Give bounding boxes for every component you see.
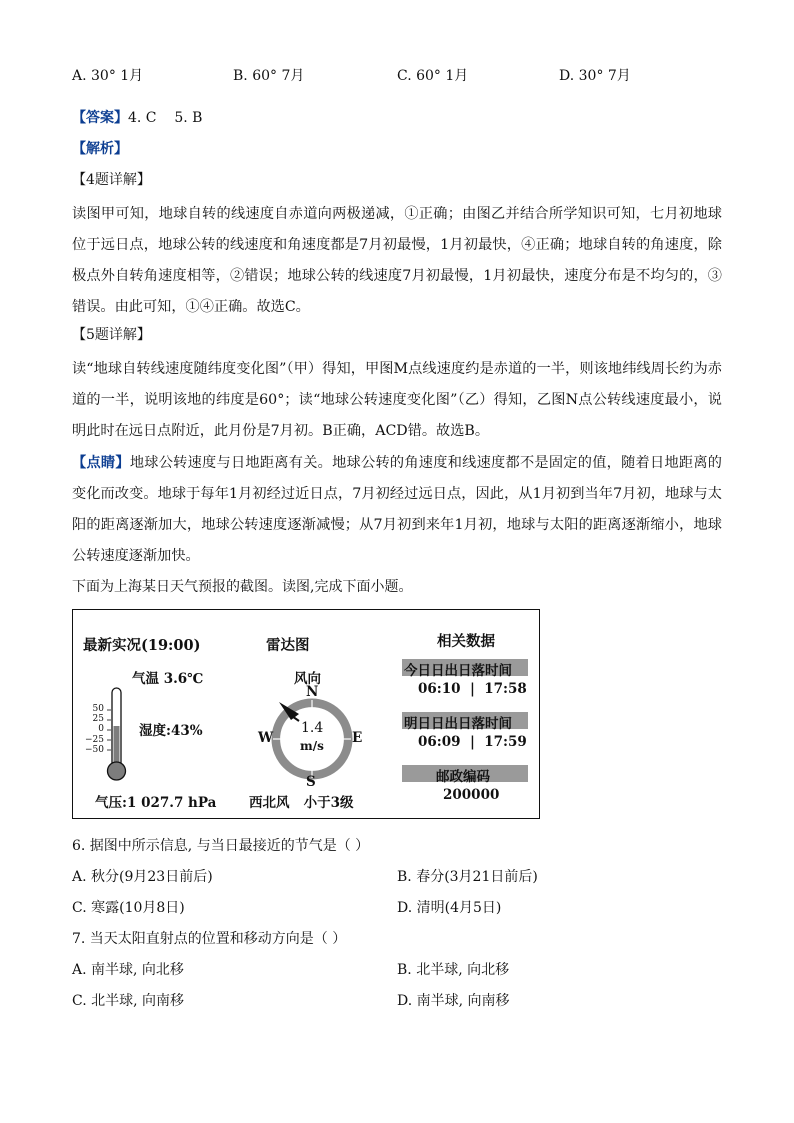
radar-title: 雷达图 [266,637,310,654]
today-sun-times: 06:10 | 17:58 [418,681,527,697]
q4-detail-label: 【4题详解】 [72,172,151,188]
compass-east: E [352,730,363,746]
pressure-text: 气压:1 027.7 hPa [95,795,217,811]
q7-option-b: B. 北半球, 向北移 [397,962,510,978]
q6-option-d: D. 清明(4月5日) [397,900,502,916]
q6-option-a: A. 秋分(9月23日前后) [72,869,213,885]
related-data-title: 相关数据 [437,633,495,650]
q7-option-a: A. 南半球, 向北移 [72,962,184,978]
wind-summary: 西北风 小于3级 [249,795,354,811]
q7-stem: 7. 当天太阳直射点的位置和移动方向是（ ） [72,931,347,947]
latest-title: 最新实况(19:00) [83,637,201,654]
answer-label: 【答案】 [72,110,128,126]
compass-south: S [306,774,316,790]
intro-text: 下面为上海某日天气预报的截图。读图,完成下面小题。 [72,579,413,595]
q5-detail-label: 【5题详解】 [72,327,151,343]
q6-option-b: B. 春分(3月21日前后) [397,869,538,885]
q5-option-d: D. 30° 7月 [559,68,631,84]
wind-direction-label: 风向 [294,671,321,687]
thermo-tick: 50 [92,704,104,714]
q5-option-b: B. 60° 7月 [233,68,305,84]
thermo-tick: −25 [85,734,104,745]
key-point-text: 地球公转速度与日地距离有关。地球公转的角速度和线速度都不是固定的值，随着日地距离的变化而改变。地球于每年1月初经过近日点，7月初经过远日点，因此，从1月初到当年7月初，地球与太阳的距离逐渐加大，地球公转速度逐渐减慢；从7月初到来年1月初，地球与太阳的距离逐渐缩小，地球公转速度逐渐加快。 [72,455,722,564]
thermo-tick: 25 [92,714,104,725]
key-point-paragraph [72,448,722,572]
postal-code: 200000 [443,787,500,803]
thermo-tick: −50 [85,744,104,755]
analysis-label: 【解析】 [72,141,128,157]
temperature-text: 气温 3.6℃ [132,671,204,687]
tomorrow-sun-times: 06:09 | 17:59 [418,734,527,750]
q5-option-a: A. 30° 1月 [72,68,144,84]
key-point-label: 【点睛】 [72,455,130,471]
postal-label: 邮政编码 [436,769,490,785]
q7-option-c: C. 北半球, 向南移 [72,993,185,1009]
compass-west: W [258,730,274,746]
humidity-text: 湿度:43% [139,723,203,739]
answer-line [72,108,202,128]
wind-speed-unit: m/s [300,739,324,753]
q7-option-d: D. 南半球, 向南移 [397,993,510,1009]
q6-option-c: C. 寒露(10月8日) [72,900,185,916]
q5-detail-text: 读“地球自转线速度随纬度变化图”（甲）得知，甲图M点线速度约是赤道的一半，则该地纬线周长约为赤道的一半，说明该地的纬度是60°；读“地球公转速度变化图”（乙）得知，乙图N点公转线速度最小，说明此时在远日点附近，此月份是7月初。B正确，ACD错。故选B。 [72,361,722,439]
q5-option-c: C. 60° 1月 [397,68,469,84]
answer-text: 4. C 5. B [128,110,203,126]
thermo-tick: 0 [98,724,104,735]
weather-forecast-figure [72,609,540,819]
q6-stem: 6. 据图中所示信息, 与当日最接近的节气是（ ） [72,838,370,854]
wind-speed-value: 1.4 [301,720,324,736]
compass-north: N [306,684,319,700]
q4-detail-text: 读图甲可知，地球自转的线速度自赤道向两极递减，①正确；由图乙并结合所学知识可知，七月初地球位于远日点，地球公转的线速度和角速度都是7月初最慢，1月初最快，④正确；地球自转的角速度，除极点外自转角速度相等，②错误；地球公转的线速度7月初最慢，1月初最快，速度分布是不均匀的，③错误。由此可知，①④正确。故选C。 [72,206,722,315]
thermometer-scale [83,704,104,755]
tomorrow-sun-label: 明日日出日落时间 [404,716,512,732]
today-sun-label: 今日日出日落时间 [404,663,512,679]
